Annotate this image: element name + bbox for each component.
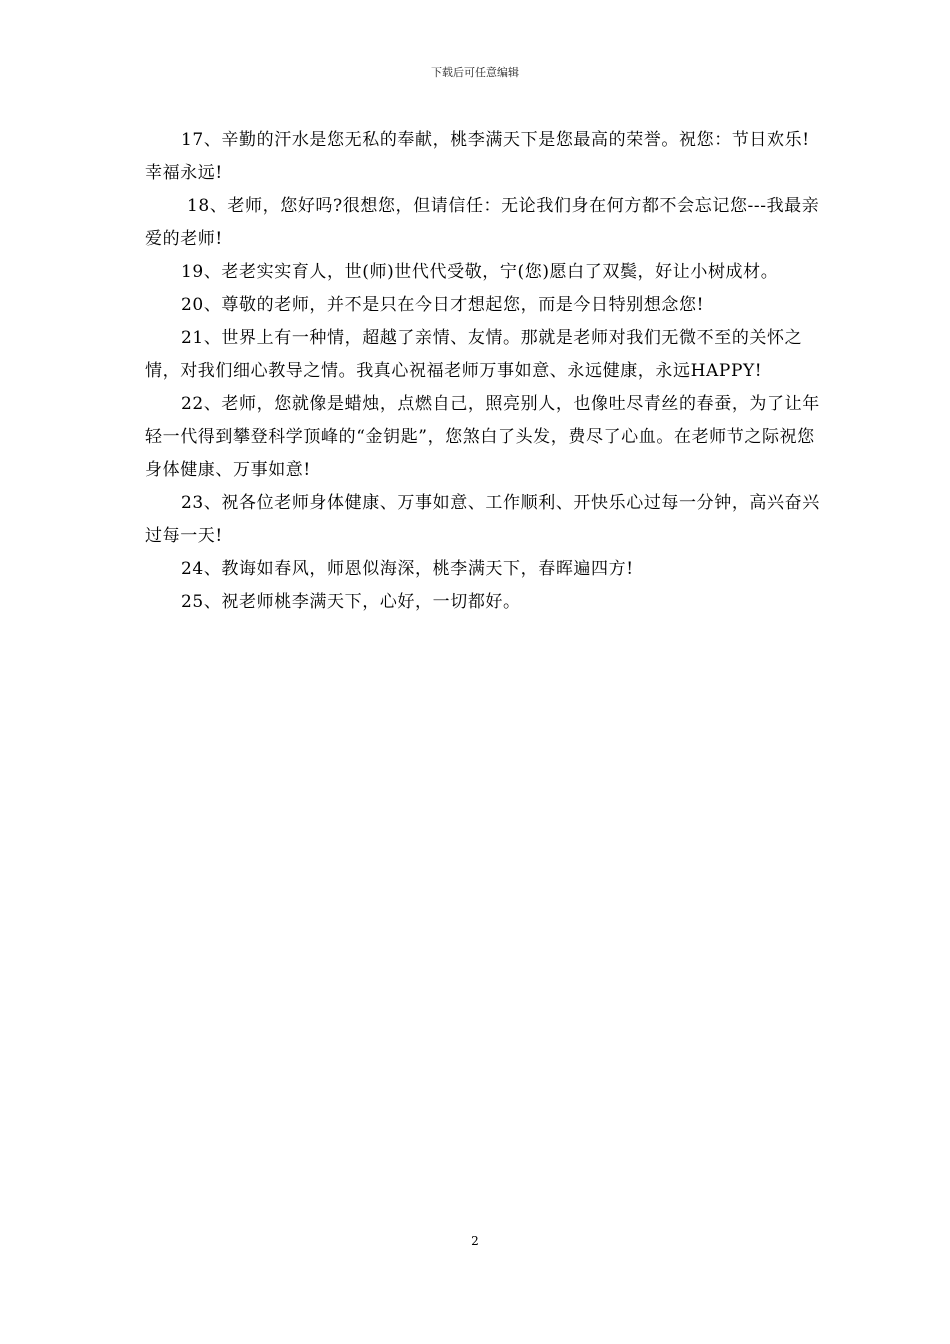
- paragraph-21: 21、世界上有一种情，超越了亲情、友情。那就是老师对我们无微不至的关怀之情，对我们细心教导之情。我真心祝福老师万事如意、永远健康，永远HAPPY!: [145, 328, 803, 381]
- document-body: [145, 124, 825, 619]
- page-header: 下载后可任意编辑: [431, 66, 519, 79]
- paragraph-17: 17、辛勤的汗水是您无私的奉献，桃李满天下是您最高的荣誉。祝您：节日欢乐!幸福永远!: [145, 130, 810, 183]
- paragraph-18: 18、老师，您好吗?很想您，但请信任：无论我们身在何方都不会忘记您---我最亲爱的老师!: [145, 196, 820, 249]
- paragraph-23: 23、祝各位老师身体健康、万事如意、工作顺利、开快乐心过每一分钟，高兴奋兴过每一天!: [145, 493, 820, 546]
- page-number: 2: [471, 1234, 479, 1248]
- paragraph-19: 19、老老实实育人，世(师)世代代受敬，宁(您)愿白了双鬓，好让小树成材。: [181, 262, 779, 282]
- paragraph-24: 24、教诲如春风，师恩似海深，桃李满天下，春晖遍四方!: [181, 559, 634, 579]
- paragraph-20: 20、尊敬的老师，并不是只在今日才想起您，而是今日特别想念您!: [181, 295, 705, 315]
- paragraph-25: 25、祝老师桃李满天下，心好，一切都好。: [181, 592, 521, 612]
- paragraph-22: 22、老师，您就像是蜡烛，点燃自己，照亮别人，也像吐尽青丝的春蚕，为了让年轻一代得到攀登科学顶峰的“金钥匙”，您煞白了头发，费尽了心血。在老师节之际祝您身体健康、万事如意!: [145, 394, 820, 480]
